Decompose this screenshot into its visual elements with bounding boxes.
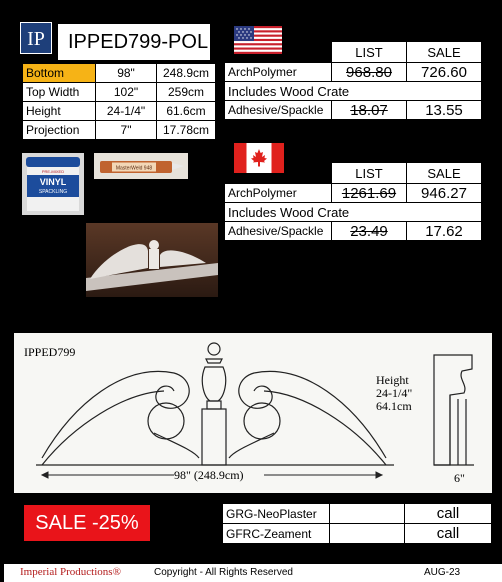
table-row	[23, 102, 216, 121]
copyright-text: Copyright - All Rights Reserved	[154, 567, 293, 578]
alternative-materials-table	[222, 503, 492, 544]
list-price: 18.07	[350, 101, 388, 119]
table-row	[225, 203, 482, 222]
adhesive-tube-image	[94, 153, 188, 179]
product-photo	[86, 223, 218, 297]
dim-imperial: 7"	[96, 121, 157, 140]
dim-label: Bottom	[23, 64, 96, 83]
spackle-tub-image	[22, 153, 84, 215]
dim-metric: 248.9cm	[157, 64, 216, 83]
canada-price-table	[224, 162, 482, 241]
sale-price: 13.55	[407, 101, 482, 120]
list-price: 23.49	[350, 222, 388, 240]
dim-imperial: 102"	[96, 83, 157, 102]
material-price: call	[405, 504, 492, 524]
material-name: GRG-NeoPlaster	[223, 504, 330, 524]
sale-price: 946.27	[407, 184, 482, 203]
height-label: Height	[376, 373, 409, 387]
dim-label: Top Width	[23, 83, 96, 102]
list-header: LIST	[332, 163, 407, 184]
dim-metric: 61.6cm	[157, 102, 216, 121]
crate-note: Includes Wood Crate	[225, 82, 482, 101]
dim-metric: 259cm	[157, 83, 216, 102]
dim-label: Projection	[23, 121, 96, 140]
sale-badge: SALE -25%	[24, 505, 150, 541]
list-price: 968.80	[346, 63, 392, 81]
svg-text:MasterWeld 948: MasterWeld 948	[115, 165, 153, 172]
usa-price-table	[224, 41, 482, 120]
dim-label: Height	[23, 102, 96, 121]
brand-name: Imperial Productions®	[20, 566, 121, 578]
list-price: 1261.69	[341, 184, 397, 202]
pediment-elevation-drawing	[14, 333, 492, 493]
sale-price: 726.60	[407, 63, 482, 82]
drawing-code: IPPED799	[24, 345, 76, 359]
product-code-title: IPPED799-POL	[58, 24, 210, 60]
table-row	[223, 524, 492, 544]
dim-imperial: 98"	[96, 64, 157, 83]
logo-icon: IP	[20, 22, 52, 54]
depth-dimension-label: 6"	[454, 471, 465, 485]
sale-header: SALE	[407, 163, 482, 184]
table-row	[225, 82, 482, 101]
table-row	[225, 163, 482, 184]
table-row	[223, 504, 492, 524]
sale-header: SALE	[407, 42, 482, 63]
svg-text:PRE-MIXED: PRE-MIXED	[41, 169, 65, 174]
item-name: ArchPolymer	[225, 63, 332, 82]
crate-note: Includes Wood Crate	[225, 203, 482, 222]
date-code: AUG-23	[424, 567, 461, 578]
dim-imperial: 24-1/4"	[96, 102, 157, 121]
table-row	[225, 42, 482, 63]
material-price: call	[405, 524, 492, 544]
table-row	[225, 222, 482, 241]
item-name: ArchPolymer	[225, 184, 332, 203]
table-row	[225, 63, 482, 82]
table-row	[23, 121, 216, 140]
sale-price: 17.62	[407, 222, 482, 241]
footer	[4, 564, 502, 582]
table-row	[23, 83, 216, 102]
svg-text:SPACKLING: SPACKLING	[38, 189, 68, 195]
material-name: GFRC-Zeament	[223, 524, 330, 544]
table-row	[225, 101, 482, 120]
height-imperial-label: 24-1/4"	[376, 386, 413, 400]
width-dimension-label: 98" (248.9cm)	[174, 468, 244, 482]
height-metric-label: 64.1cm	[376, 399, 412, 413]
list-header: LIST	[332, 42, 407, 63]
svg-text:VINYL: VINYL	[39, 177, 67, 187]
item-name: Adhesive/Spackle	[225, 101, 332, 120]
dimensions-table	[22, 63, 216, 140]
table-row	[23, 64, 216, 83]
item-name: Adhesive/Spackle	[225, 222, 332, 241]
dim-metric: 17.78cm	[157, 121, 216, 140]
table-row	[225, 184, 482, 203]
technical-drawing	[14, 333, 492, 493]
